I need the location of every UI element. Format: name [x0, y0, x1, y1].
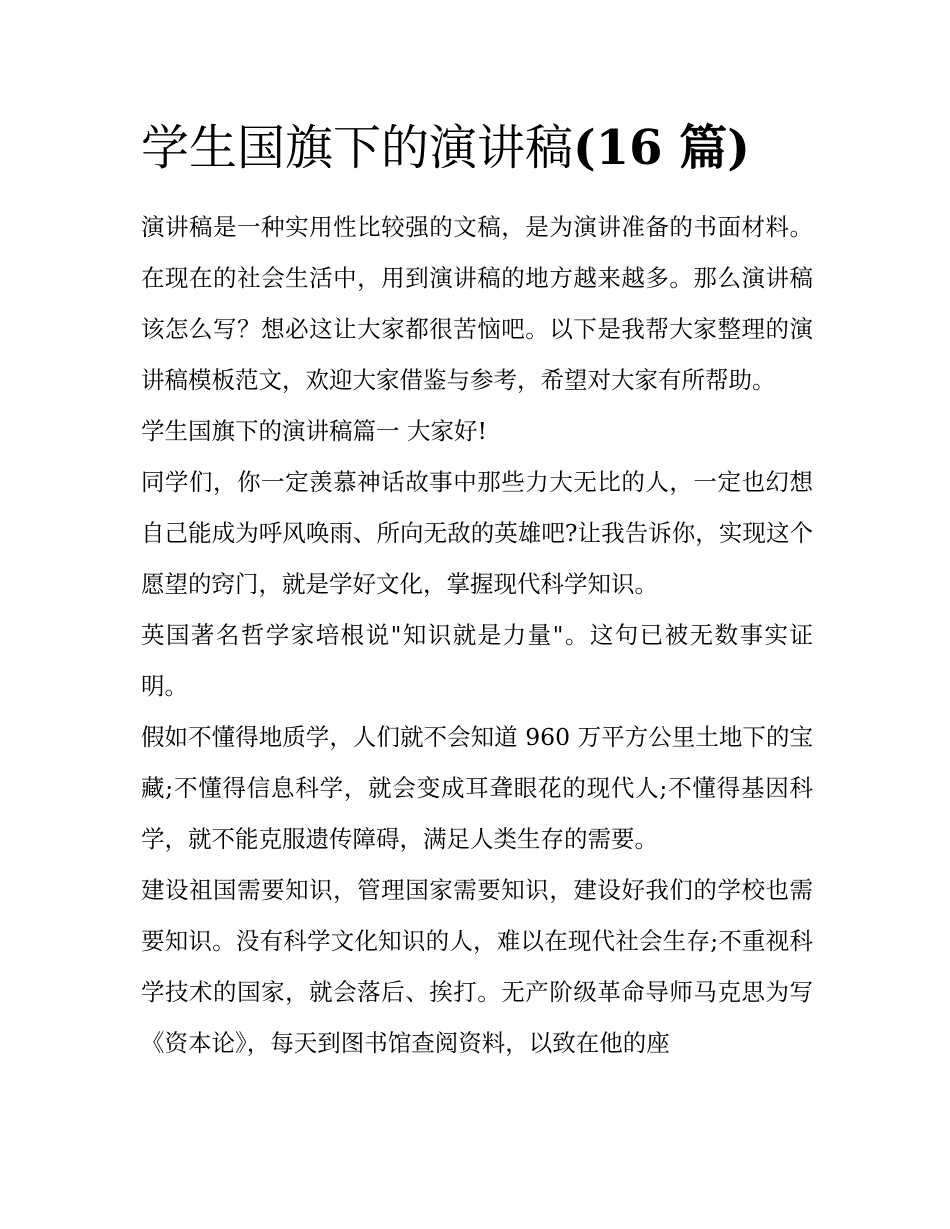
paragraph-knowledge-examples: 假如不懂得地质学，人们就不会知道 960 万平方公里土地下的宝藏;不懂得信息科学，就会变成耳聋眼花的现代人;不懂得基因科学，就不能克服遗传障碍，满足人类生存的需要。 [141, 723, 813, 853]
paragraph-intro: 演讲稿是一种实用性比较强的文稿，是为演讲准备的书面材料。在现在的社会生活中，用到演讲稿的地方越来越多。那么演讲稿该怎么写？想必这让大家都很苦恼吧。以下是我帮大家整理的演讲稿模板范文，欢迎大家借鉴与参考，希望对大家有所帮助。 [141, 213, 813, 394]
paragraph-classmates: 同学们，你一定羡慕神话故事中那些力大无比的人，一定也幻想自己能成为呼风唤雨、所向无敌的英雄吧?让我告诉你，实现这个愿望的窍门，就是学好文化，掌握现代科学知识。 [141, 468, 813, 598]
paragraph-building-nation: 建设祖国需要知识，管理国家需要知识，建设好我们的学校也需要知识。没有科学文化知识的人，难以在现代社会生存;不重视科学技术的国家，就会落后、挨打。无产阶级革命导师马克思为写《资本论》，每天到图书馆查阅资料，以致在他的座 [141, 876, 813, 1057]
paragraph-section-heading: 学生国旗下的演讲稿篇一 大家好! [141, 417, 487, 445]
document-body [141, 112, 813, 1069]
document-title [141, 112, 813, 184]
document-title-main: 学生国旗下的演讲稿 [141, 120, 574, 176]
paragraph-bacon-quote: 英国著名哲学家培根说"知识就是力量"。这句已被无数事实证明。 [141, 621, 813, 700]
document-title-suffix: (16 篇) [573, 120, 750, 176]
